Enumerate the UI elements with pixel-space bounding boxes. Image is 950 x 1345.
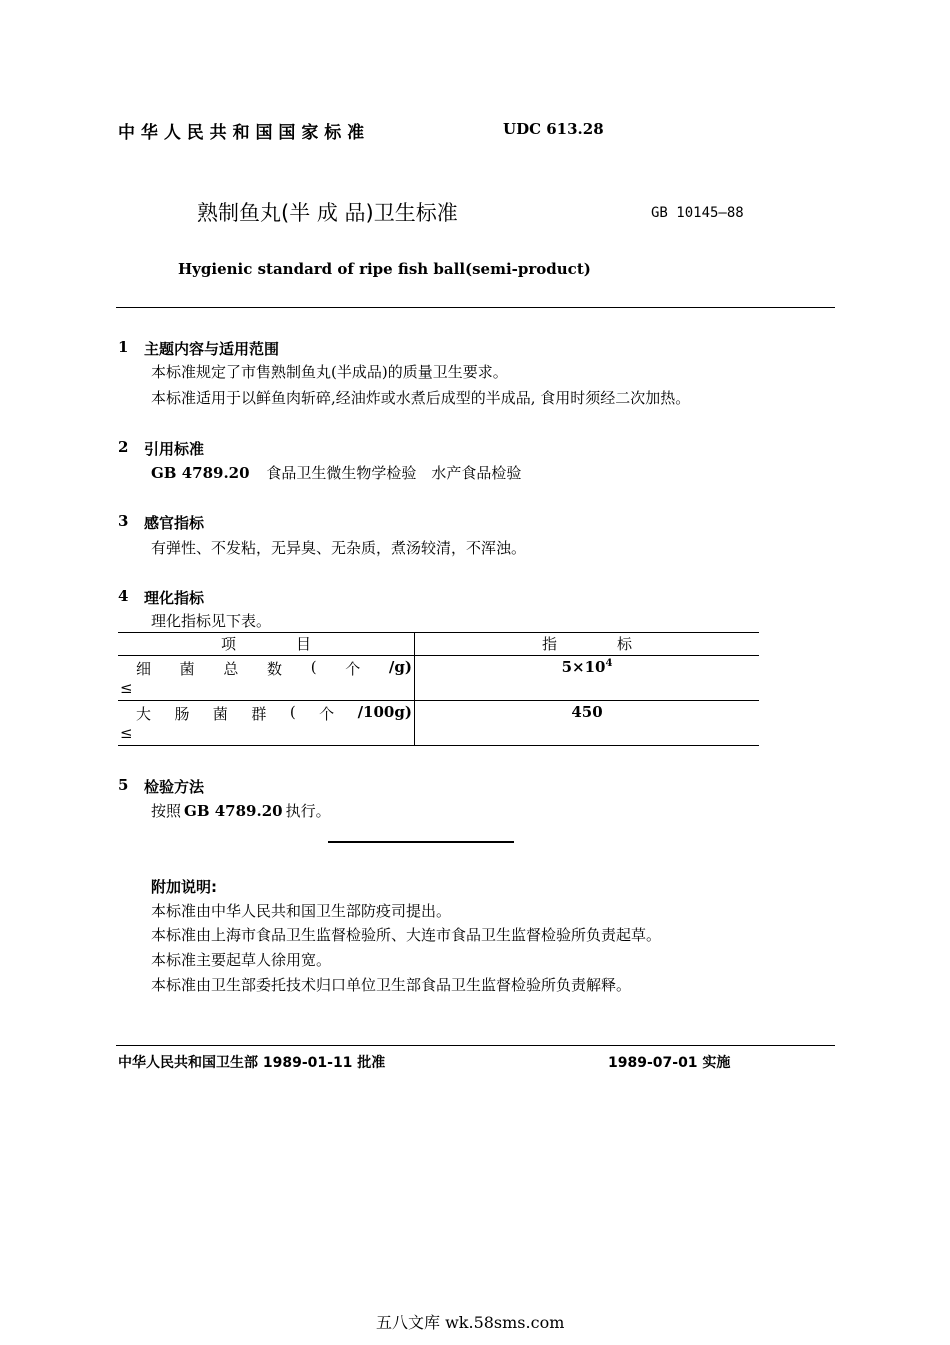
watermark-text: 五八文库 wk.58sms.com (376, 1313, 565, 1332)
section-5-title: 检验方法 (144, 778, 205, 796)
section-1-line-2: 本标准适用于以鲜鱼肉斩碎,经油炸或水煮后成型的半成品, 食用时须经二次加热。 (151, 389, 691, 407)
item-cell (118, 656, 415, 701)
table-row (118, 701, 759, 746)
header-index: 指 标 (415, 633, 760, 656)
section-2-title: 引用标准 (144, 440, 205, 458)
notes-title: 附加说明: (151, 878, 217, 896)
section-4-intro: 理化指标见下表。 (151, 612, 272, 630)
section-2-number: 2 (118, 438, 129, 456)
table-row (118, 656, 759, 701)
section-4-title: 理化指标 (144, 589, 205, 607)
notes-line-4: 本标准由卫生部委托技术归口单位卫生部食品卫生监督检验所负责解释。 (151, 976, 632, 994)
value-cell (415, 656, 760, 701)
section-5-line: 按照 GB 4789.20 执行。 (151, 802, 331, 820)
effective-date: 1989-07-01 实施 (608, 1055, 731, 1071)
title-divider (116, 307, 835, 308)
item-name: 细 菌 总 数 ( 个 /g) (136, 658, 412, 678)
notes-line-2: 本标准由上海市食品卫生监督检验所、大连市食品卫生监督检验所负责起草。 (151, 926, 662, 944)
section-2-reference (151, 462, 521, 483)
section-1-line-1: 本标准规定了市售熟制鱼丸(半成品)的质量卫生要求。 (151, 363, 508, 381)
standard-code: GB 10145—88 (651, 205, 744, 221)
item-name: 大 肠 菌 群 ( 个 /100g) (136, 703, 412, 723)
reference-title: 食品卫生微生物学检验 水产食品检验 (266, 464, 522, 482)
end-rule (328, 841, 514, 843)
table-header-row (118, 633, 759, 656)
hygiene-index-table (118, 632, 759, 746)
section-3-line-1: 有弹性、不发粘，无异臭、无杂质，煮汤较清，不浑浊。 (151, 539, 527, 557)
header-item: 项 目 (118, 633, 415, 656)
value: $5\times 10^4$ (561, 658, 613, 676)
value: 450 (571, 703, 603, 721)
item-cell (118, 701, 415, 746)
national-standard-label: 中 华 人 民 共 和 国 国 家 标 准 (118, 123, 365, 143)
section-1-number: 1 (118, 338, 129, 356)
notes-line-1: 本标准由中华人民共和国卫生部防疫司提出。 (151, 902, 452, 920)
udc-code: UDC 613.28 (503, 120, 604, 138)
reference-code: GB 4789.20 (151, 464, 250, 482)
document-title: 熟制鱼丸(半 成 品)卫生标准 (197, 201, 458, 225)
footer-divider (116, 1045, 835, 1046)
le-symbol: ≤ (120, 724, 133, 742)
value-cell (415, 701, 760, 746)
section-1-title: 主题内容与适用范围 (144, 340, 280, 358)
section-3-title: 感官指标 (144, 514, 205, 532)
section-5-number: 5 (118, 776, 129, 794)
le-symbol: ≤ (120, 679, 133, 697)
english-title: Hygienic standard of ripe fish ball(semi-product) (178, 260, 591, 278)
section-4-number: 4 (118, 587, 129, 605)
approval-line: 中华人民共和国卫生部 1989-01-11 批准 (118, 1055, 386, 1071)
notes-line-3: 本标准主要起草人徐用宽。 (151, 951, 332, 969)
section-3-number: 3 (118, 512, 129, 530)
